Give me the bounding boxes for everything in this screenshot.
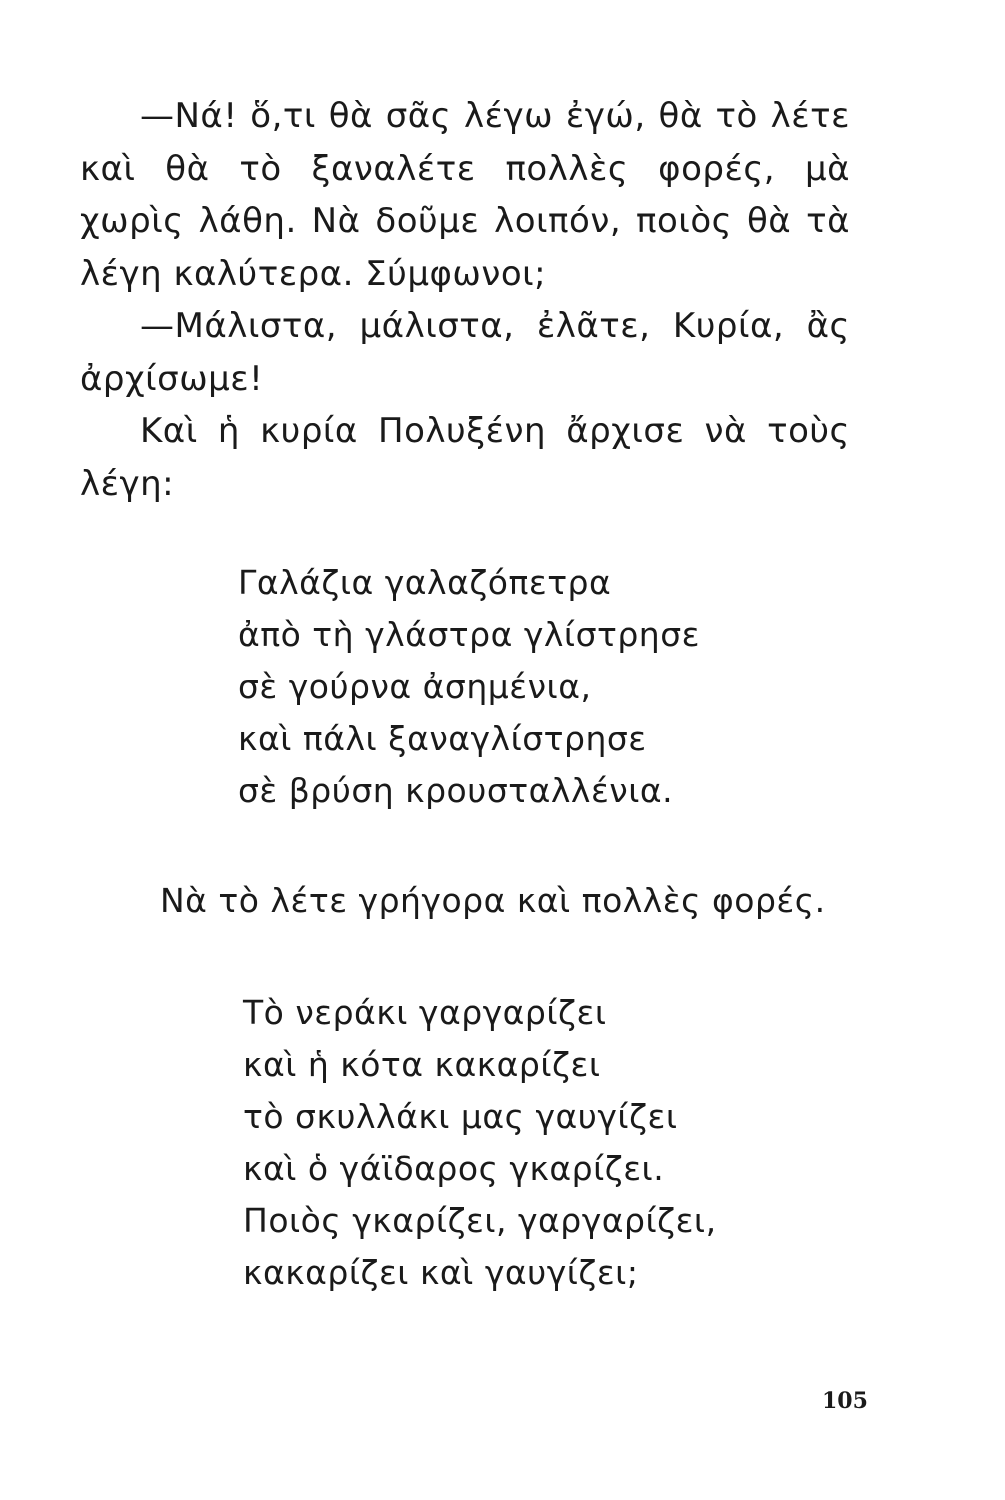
verse-line: κακαρίζει καὶ γαυγίζει;	[243, 1253, 639, 1292]
narration-paragraph: Καὶ ἡ κυρία Πολυξένη ἄρχισε νὰ τοὺς λέγη:	[80, 411, 850, 504]
dialogue-paragraph: —Μάλιστα, μάλιστα, ἐλᾶτε, Κυρία, ἂς ἀρχίσωμε!	[80, 306, 850, 399]
page-number: 105	[822, 1388, 868, 1414]
verse-line: Ποιὸς γκαρίζει, γαργαρίζει,	[243, 1201, 717, 1240]
verse-line: Γαλάζια γαλαζόπετρα	[238, 563, 612, 602]
dialogue-paragraph: —Νά! ὅ,τι θὰ σᾶς λέγω ἐγώ, θὰ τὸ λέτε καὶ θὰ τὸ ξαναλέτε πολλὲς φορές, μὰ χωρὶς λάθη. Νὰ δοῦμε λοιπόν, ποιὸς θὰ τὰ λέγη καλύτερα. Σύμφωνοι;	[80, 96, 850, 294]
prose-block	[80, 90, 850, 510]
verse-line: καὶ ὁ γάϊδαρος γκαρίζει.	[243, 1149, 665, 1188]
verse-line: καὶ ἡ κότα κακαρίζει	[243, 1045, 601, 1084]
verse-line: σὲ γούρνα ἀσημένια,	[238, 667, 592, 706]
verse-line: τὸ σκυλλάκι μας γαυγίζει	[243, 1097, 678, 1136]
verse-line: καὶ πάλι ξαναγλίστρησε	[238, 719, 647, 758]
verse-tongue-twister-1	[238, 557, 700, 817]
instruction-line: Νὰ τὸ λέτε γρήγορα καὶ πολλὲς φορές.	[160, 881, 826, 920]
verse-line: Τὸ νεράκι γαργαρίζει	[243, 993, 607, 1032]
verse-line: σὲ βρύση κρουσταλλένια.	[238, 771, 674, 810]
verse-tongue-twister-2	[243, 987, 717, 1299]
verse-line: ἀπὸ τὴ γλάστρα γλίστρησε	[238, 615, 700, 654]
